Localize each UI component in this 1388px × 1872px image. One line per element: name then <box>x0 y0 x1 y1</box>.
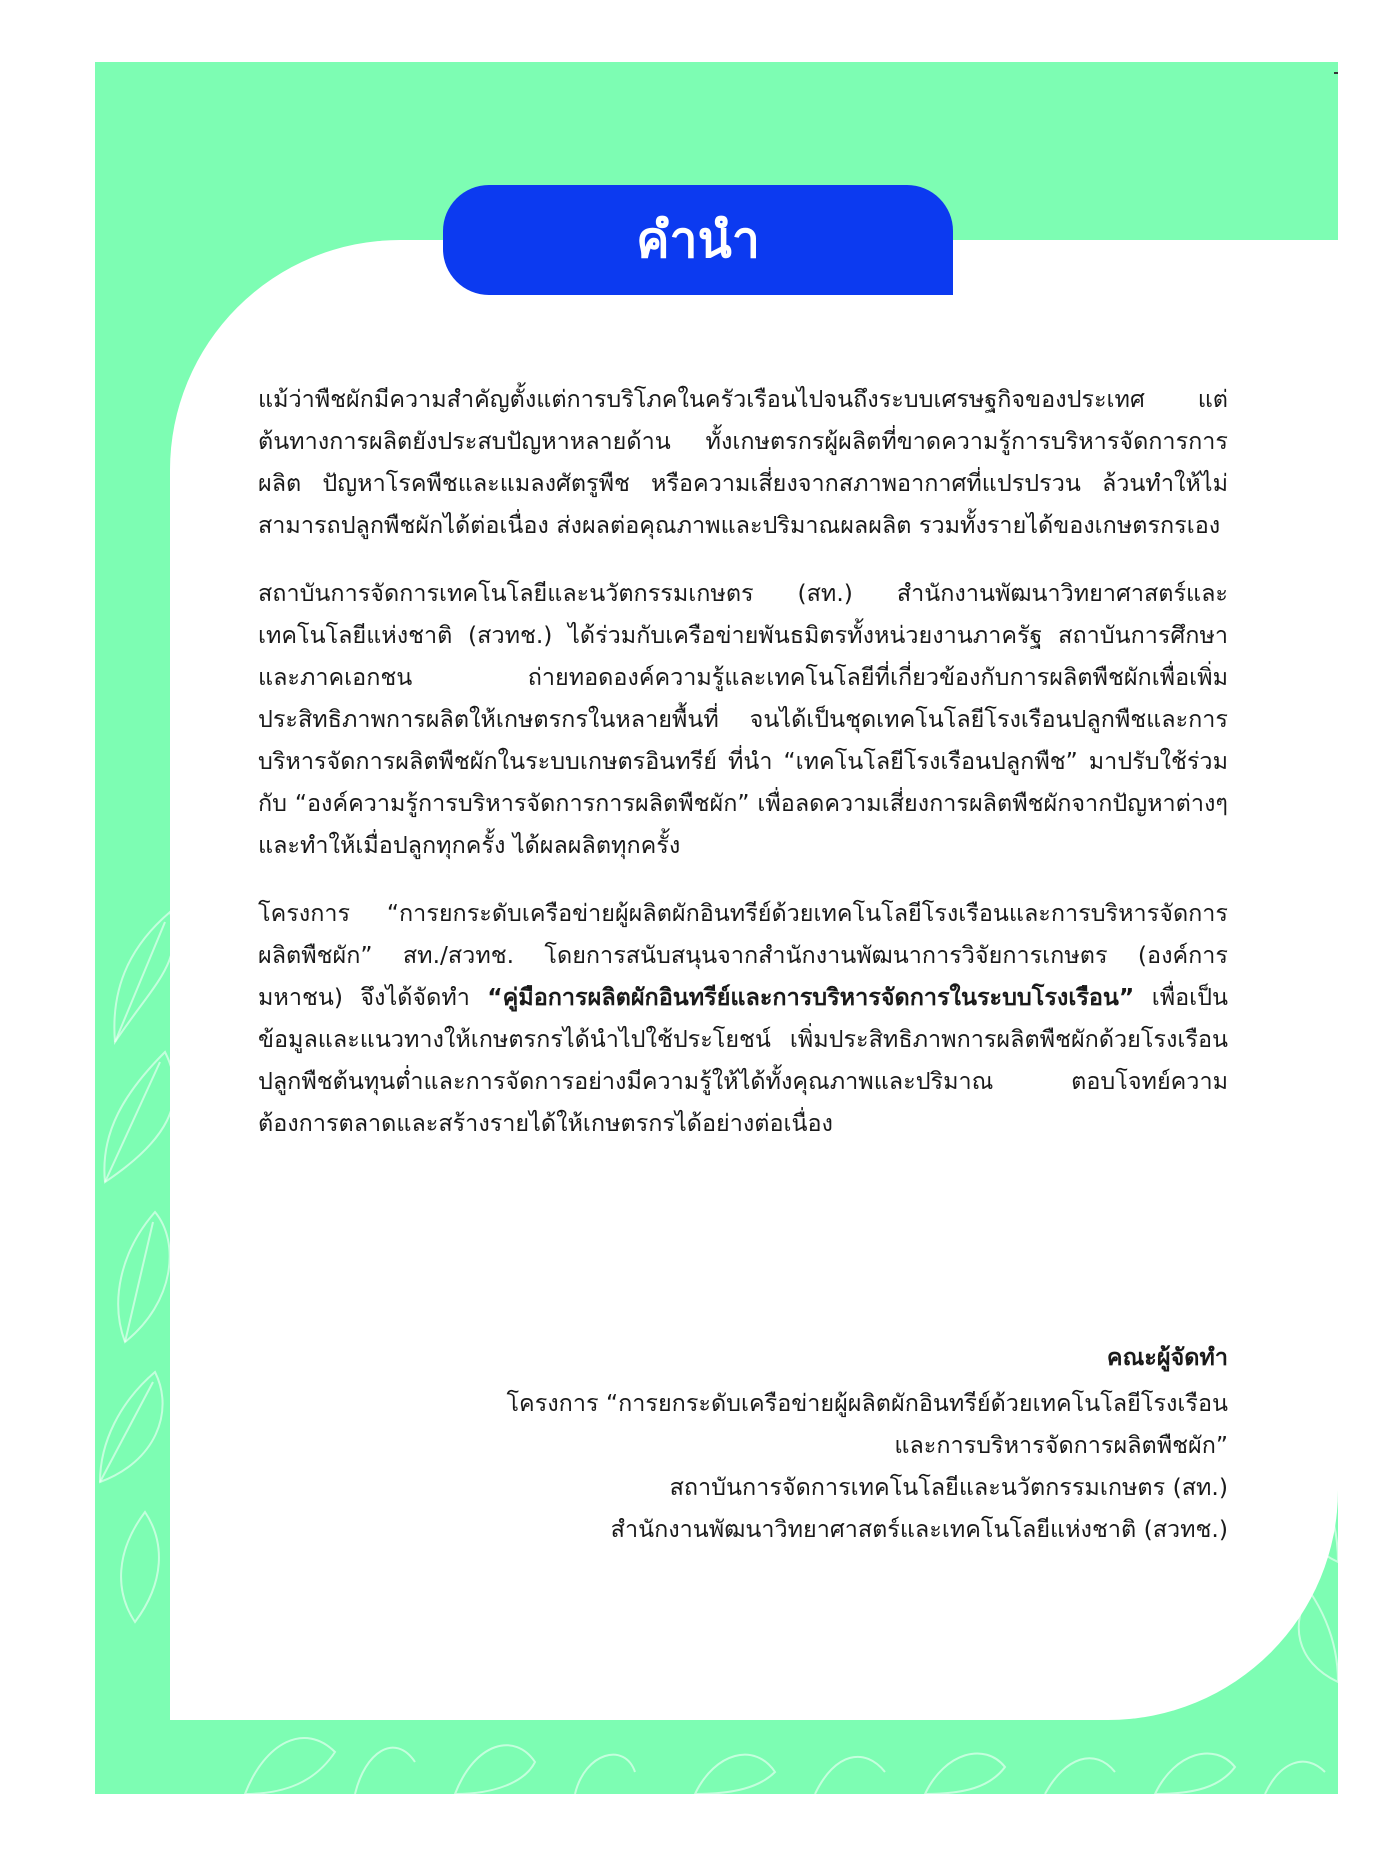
signature-title: คณะผู้จัดทำ <box>1106 1343 1228 1371</box>
paragraph-1: แม้ว่าพืชผักมีความสำคัญตั้งแต่การบริโภคในครัวเรือนไปจนถึงระบบเศรษฐกิจของประเทศ แต่ต้นทางการผลิตยังประสบปัญหาหลายด้าน ทั้งเกษตรกรผู้ผลิตที่ขาดความรู้การบริหารจัดการการผลิต ปัญหาโรคพืชและแมลงศัตรูพืช หรือความเสี่ยงจากสภาพอากาศที่แปรปรวน ล้วนทำให้ไม่สามารถปลูกพืชผักได้ต่อเนื่อง ส่งผลต่อคุณภาพและปริมาณผลผลิต รวมทั้งรายได้ของเกษตรกรเอง <box>258 385 1228 539</box>
corner-mark <box>1334 72 1338 74</box>
signature-line-3: สถาบันการจัดการเทคโนโลยีและนวัตกรรมเกษตร (สท.) <box>669 1473 1228 1501</box>
signature-line-4: สำนักงานพัฒนาวิทยาศาสตร์และเทคโนโลยีแห่งชาติ (สวทช.) <box>610 1515 1228 1543</box>
paragraph-3-end: เพื่อเป็นข้อมูลและแนวทางให้เกษตรกรได้นำไปใช้ประโยชน์ เพิ่มประสิทธิภาพการผลิตพืชผักด้วยโรงเรือนปลูกพืชต้นทุนต่ำและการจัดการอย่างมีความรู้ให้ได้ทั้งคุณภาพและปริมาณ ตอบโจทย์ความต้องการตลาดและสร้างรายได้ให้เกษตรกรได้อย่างต่อเนื่อง <box>258 983 1228 1137</box>
manual-title-bold: “คู่มือการผลิตผักอินทรีย์และการบริหารจัดการในระบบโรงเรือน” <box>487 983 1135 1011</box>
paragraph-3 <box>258 892 1228 1144</box>
body-text <box>258 378 1228 1170</box>
paragraph-2: สถาบันการจัดการเทคโนโลยีและนวัตกรรมเกษตร (สท.) สำนักงานพัฒนาวิทยาศาสตร์และเทคโนโลยีแห่งชาติ (สวทช.) ได้ร่วมกับเครือข่ายพันธมิตรทั้งหน่วยงานภาครัฐ สถาบันการศึกษาและภาคเอกชน ถ่ายทอดองค์ความรู้และเทคโนโลยีที่เกี่ยวข้องกับการผลิตพืชผักเพื่อเพิ่มประสิทธิภาพการผลิตให้เกษตรกรในหลายพื้นที่ จนได้เป็นชุดเทคโนโลยีโรงเรือนปลูกพืชและการบริหารจัดการผลิตพืชผักในระบบเกษตรอินทรีย์ ที่นำ “เทคโนโลยีโรงเรือนปลูกพืช” มาปรับใช้ร่วมกับ “องค์ความรู้การบริหารจัดการการผลิตพืชผัก” เพื่อลดความเสี่ยงการผลิตพืชผักจากปัญหาต่างๆ และทำให้เมื่อปลูกทุกครั้ง ได้ผลผลิตทุกครั้ง <box>258 579 1228 859</box>
signature-block <box>328 1336 1228 1550</box>
signature-line-1: โครงการ “การยกระดับเครือข่ายผู้ผลิตผักอินทรีย์ด้วยเทคโนโลยีโรงเรือน <box>506 1389 1228 1417</box>
paragraph-3-start: โครงการ “การยกระดับเครือข่ายผู้ผลิตผักอินทรีย์ด้วยเทคโนโลยีโรงเรือนและการบริหารจัดการผลิตพืชผัก” สท./สวทช. โดยการสนับสนุนจากสำนักงานพัฒนาการวิจัยการเกษตร (องค์การมหาชน) จึงได้จัดทำ <box>258 899 1228 1011</box>
signature-line-2: และการบริหารจัดการผลิตพืชผัก” <box>894 1431 1228 1459</box>
title-banner <box>443 185 953 295</box>
page-title: คำนำ <box>636 211 760 269</box>
